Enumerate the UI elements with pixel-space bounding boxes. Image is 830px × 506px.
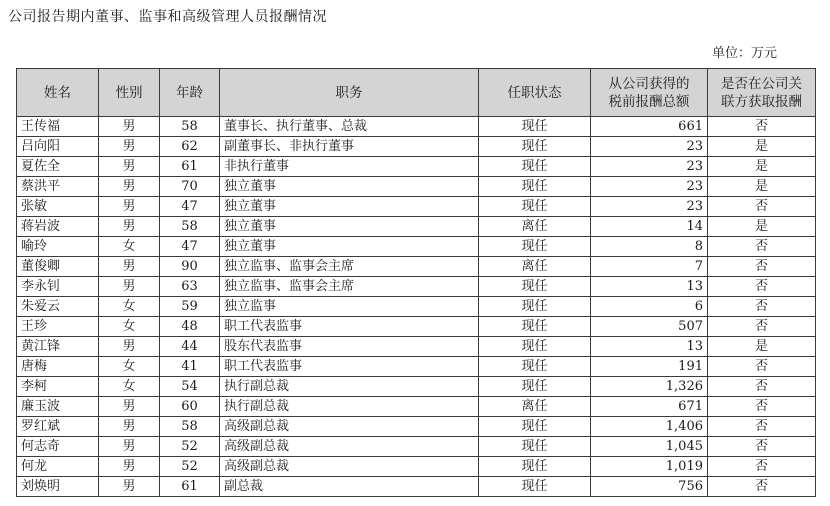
cell-pay: 23 bbox=[591, 137, 708, 157]
cell-related: 是 bbox=[708, 337, 816, 357]
header-pay-line2: 税前报酬总额 bbox=[608, 93, 690, 110]
table-row bbox=[17, 157, 816, 177]
cell-age: 60 bbox=[160, 397, 220, 417]
header-gender: 性别 bbox=[99, 69, 160, 117]
table-row bbox=[17, 337, 816, 357]
cell-related: 是 bbox=[708, 137, 816, 157]
cell-related: 否 bbox=[708, 477, 816, 497]
cell-pay: 13 bbox=[591, 277, 708, 297]
cell-age: 48 bbox=[160, 317, 220, 337]
cell-status: 现任 bbox=[479, 177, 591, 197]
compensation-table bbox=[16, 68, 816, 497]
cell-status: 现任 bbox=[479, 157, 591, 177]
table-row bbox=[17, 137, 816, 157]
cell-related: 否 bbox=[708, 257, 816, 277]
cell-name: 夏佐全 bbox=[17, 157, 99, 177]
cell-age: 47 bbox=[160, 237, 220, 257]
cell-status: 现任 bbox=[479, 237, 591, 257]
cell-related: 否 bbox=[708, 437, 816, 457]
cell-position: 职工代表监事 bbox=[220, 357, 479, 377]
cell-pay: 1,045 bbox=[591, 437, 708, 457]
header-name: 姓名 bbox=[17, 69, 99, 117]
cell-status: 现任 bbox=[479, 297, 591, 317]
cell-status: 现任 bbox=[479, 457, 591, 477]
cell-pay: 671 bbox=[591, 397, 708, 417]
cell-pay: 507 bbox=[591, 317, 708, 337]
cell-status: 现任 bbox=[479, 357, 591, 377]
table-header bbox=[17, 69, 816, 117]
cell-related: 否 bbox=[708, 297, 816, 317]
cell-position: 副董事长、非执行董事 bbox=[220, 137, 479, 157]
table-row bbox=[17, 117, 816, 137]
cell-name: 吕向阳 bbox=[17, 137, 99, 157]
table-row bbox=[17, 457, 816, 477]
table-row bbox=[17, 257, 816, 277]
cell-position: 职工代表监事 bbox=[220, 317, 479, 337]
cell-status: 现任 bbox=[479, 437, 591, 457]
cell-age: 52 bbox=[160, 437, 220, 457]
cell-related: 否 bbox=[708, 357, 816, 377]
cell-related: 是 bbox=[708, 217, 816, 237]
table-body bbox=[17, 117, 816, 497]
cell-name: 唐梅 bbox=[17, 357, 99, 377]
cell-age: 41 bbox=[160, 357, 220, 377]
cell-pay: 1,406 bbox=[591, 417, 708, 437]
cell-name: 王珍 bbox=[17, 317, 99, 337]
header-age: 年龄 bbox=[160, 69, 220, 117]
table-row bbox=[17, 217, 816, 237]
cell-gender: 男 bbox=[99, 277, 160, 297]
cell-position: 执行副总裁 bbox=[220, 377, 479, 397]
cell-status: 现任 bbox=[479, 197, 591, 217]
table-row bbox=[17, 277, 816, 297]
page-title: 公司报告期内董事、监事和高级管理人员报酬情况 bbox=[8, 9, 327, 25]
cell-age: 63 bbox=[160, 277, 220, 297]
cell-gender: 男 bbox=[99, 437, 160, 457]
table-row bbox=[17, 357, 816, 377]
cell-gender: 男 bbox=[99, 477, 160, 497]
cell-age: 59 bbox=[160, 297, 220, 317]
table-row bbox=[17, 417, 816, 437]
cell-name: 王传福 bbox=[17, 117, 99, 137]
cell-pay: 23 bbox=[591, 177, 708, 197]
cell-status: 现任 bbox=[479, 337, 591, 357]
cell-status: 现任 bbox=[479, 377, 591, 397]
cell-gender: 女 bbox=[99, 317, 160, 337]
cell-name: 李永钊 bbox=[17, 277, 99, 297]
table-row bbox=[17, 437, 816, 457]
cell-position: 独立监事 bbox=[220, 297, 479, 317]
cell-position: 独立监事、监事会主席 bbox=[220, 277, 479, 297]
table-row bbox=[17, 397, 816, 417]
header-position: 职务 bbox=[220, 69, 479, 117]
cell-gender: 男 bbox=[99, 197, 160, 217]
cell-related: 否 bbox=[708, 377, 816, 397]
cell-position: 非执行董事 bbox=[220, 157, 479, 177]
table-row bbox=[17, 377, 816, 397]
cell-related: 否 bbox=[708, 317, 816, 337]
cell-status: 离任 bbox=[479, 217, 591, 237]
cell-gender: 男 bbox=[99, 417, 160, 437]
cell-pay: 23 bbox=[591, 157, 708, 177]
cell-age: 90 bbox=[160, 257, 220, 277]
cell-name: 黄江锋 bbox=[17, 337, 99, 357]
cell-position: 独立董事 bbox=[220, 197, 479, 217]
cell-name: 蔡洪平 bbox=[17, 177, 99, 197]
unit-note: 单位：万元 bbox=[711, 46, 777, 61]
cell-related: 否 bbox=[708, 417, 816, 437]
cell-age: 44 bbox=[160, 337, 220, 357]
table-row bbox=[17, 237, 816, 257]
table-row bbox=[17, 177, 816, 197]
cell-status: 现任 bbox=[479, 317, 591, 337]
cell-status: 现任 bbox=[479, 137, 591, 157]
cell-pay: 8 bbox=[591, 237, 708, 257]
cell-name: 张敏 bbox=[17, 197, 99, 217]
header-row bbox=[17, 69, 816, 117]
cell-pay: 6 bbox=[591, 297, 708, 317]
cell-related: 否 bbox=[708, 117, 816, 137]
cell-status: 离任 bbox=[479, 397, 591, 417]
cell-related: 否 bbox=[708, 197, 816, 217]
cell-gender: 男 bbox=[99, 457, 160, 477]
cell-name: 李柯 bbox=[17, 377, 99, 397]
cell-position: 副总裁 bbox=[220, 477, 479, 497]
header-related-line2: 联方获取报酬 bbox=[721, 93, 802, 110]
cell-status: 现任 bbox=[479, 417, 591, 437]
cell-gender: 女 bbox=[99, 377, 160, 397]
cell-position: 执行副总裁 bbox=[220, 397, 479, 417]
cell-age: 61 bbox=[160, 157, 220, 177]
cell-related: 否 bbox=[708, 277, 816, 297]
cell-gender: 男 bbox=[99, 257, 160, 277]
cell-related: 否 bbox=[708, 397, 816, 417]
cell-related: 是 bbox=[708, 157, 816, 177]
cell-status: 现任 bbox=[479, 117, 591, 137]
header-status: 任职状态 bbox=[479, 69, 591, 117]
cell-position: 高级副总裁 bbox=[220, 437, 479, 457]
cell-name: 蒋岩波 bbox=[17, 217, 99, 237]
cell-age: 70 bbox=[160, 177, 220, 197]
table-row bbox=[17, 297, 816, 317]
cell-name: 廉玉波 bbox=[17, 397, 99, 417]
cell-position: 高级副总裁 bbox=[220, 457, 479, 477]
cell-position: 独立董事 bbox=[220, 217, 479, 237]
cell-age: 47 bbox=[160, 197, 220, 217]
cell-position: 独立监事、监事会主席 bbox=[220, 257, 479, 277]
cell-gender: 男 bbox=[99, 217, 160, 237]
cell-name: 罗红斌 bbox=[17, 417, 99, 437]
cell-age: 62 bbox=[160, 137, 220, 157]
cell-position: 独立董事 bbox=[220, 177, 479, 197]
cell-pay: 1,326 bbox=[591, 377, 708, 397]
cell-gender: 女 bbox=[99, 237, 160, 257]
cell-pay: 661 bbox=[591, 117, 708, 137]
header-pay-line1: 从公司获得的 bbox=[608, 75, 690, 92]
cell-gender: 男 bbox=[99, 137, 160, 157]
cell-gender: 男 bbox=[99, 337, 160, 357]
cell-name: 何志奇 bbox=[17, 437, 99, 457]
cell-related: 否 bbox=[708, 457, 816, 477]
cell-gender: 男 bbox=[99, 117, 160, 137]
header-related-line1: 是否在公司关 bbox=[721, 75, 802, 92]
table-row bbox=[17, 477, 816, 497]
cell-name: 喻玲 bbox=[17, 237, 99, 257]
cell-gender: 女 bbox=[99, 357, 160, 377]
cell-name: 何龙 bbox=[17, 457, 99, 477]
cell-age: 58 bbox=[160, 417, 220, 437]
cell-pay: 191 bbox=[591, 357, 708, 377]
cell-age: 52 bbox=[160, 457, 220, 477]
header-pay bbox=[591, 69, 708, 117]
cell-pay: 1,019 bbox=[591, 457, 708, 477]
cell-age: 54 bbox=[160, 377, 220, 397]
cell-age: 58 bbox=[160, 217, 220, 237]
cell-pay: 756 bbox=[591, 477, 708, 497]
cell-related: 是 bbox=[708, 177, 816, 197]
cell-pay: 23 bbox=[591, 197, 708, 217]
cell-name: 刘焕明 bbox=[17, 477, 99, 497]
cell-age: 61 bbox=[160, 477, 220, 497]
cell-name: 董俊卿 bbox=[17, 257, 99, 277]
cell-gender: 男 bbox=[99, 177, 160, 197]
cell-status: 现任 bbox=[479, 277, 591, 297]
cell-related: 否 bbox=[708, 237, 816, 257]
cell-status: 离任 bbox=[479, 257, 591, 277]
table-row bbox=[17, 317, 816, 337]
cell-pay: 13 bbox=[591, 337, 708, 357]
cell-pay: 14 bbox=[591, 217, 708, 237]
cell-status: 现任 bbox=[479, 477, 591, 497]
cell-position: 股东代表监事 bbox=[220, 337, 479, 357]
header-related bbox=[708, 69, 816, 117]
cell-pay: 7 bbox=[591, 257, 708, 277]
cell-gender: 女 bbox=[99, 297, 160, 317]
cell-gender: 男 bbox=[99, 157, 160, 177]
cell-position: 董事长、执行董事、总裁 bbox=[220, 117, 479, 137]
table-row bbox=[17, 197, 816, 217]
cell-position: 独立董事 bbox=[220, 237, 479, 257]
cell-age: 58 bbox=[160, 117, 220, 137]
cell-gender: 男 bbox=[99, 397, 160, 417]
cell-position: 高级副总裁 bbox=[220, 417, 479, 437]
cell-name: 朱爱云 bbox=[17, 297, 99, 317]
